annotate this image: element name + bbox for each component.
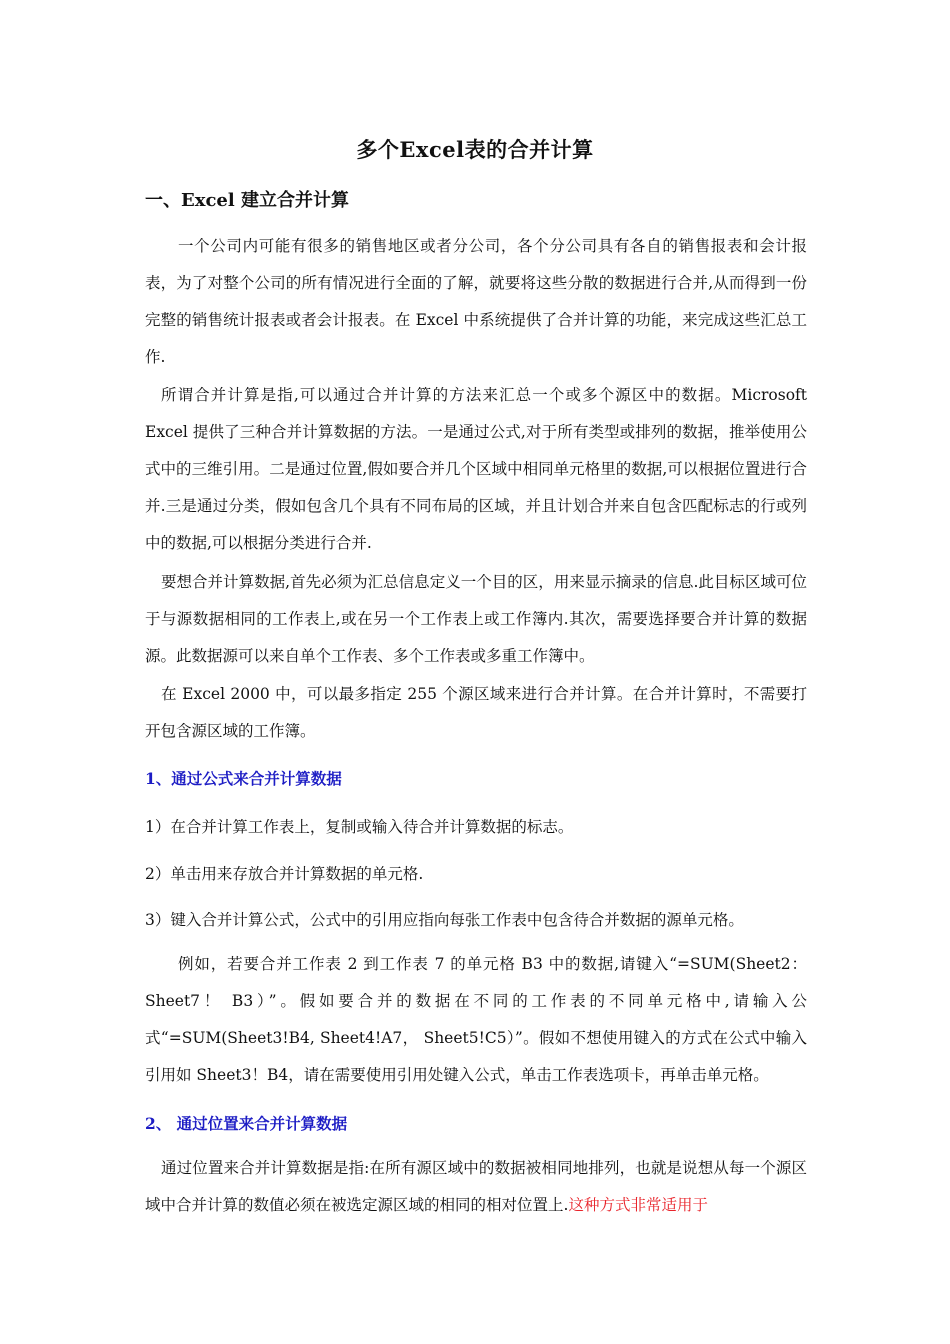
- step-2: 2）单击用来存放合并计算数据的单元格.: [145, 865, 424, 883]
- section-heading-1: 一、Excel 建立合并计算: [145, 190, 349, 211]
- paragraph-example: 例如，若要合并工作表 2 到工作表 7 的单元格 B3 中的数据,请键入“=SUM(Sheet2：Sheet7！ B3）”。假如要合并的数据在不同的工作表的不同单元格中,请输入公式“=SUM(Sheet3!B4, Sheet4!A7， Sheet5!C5）”。假如不想使用键入的方式在公式中输入引用如 Sheet3！B4，请在需要使用引用处键入公式，单击工作表选项卡，再单击单元格。: [145, 955, 807, 1084]
- paragraph-intro: 一个公司内可能有很多的销售地区或者分公司，各个分公司具有各自的销售报表和会计报表，为了对整个公司的所有情况进行全面的了解，就要将这些分散的数据进行合并,从而得到一份完整的销售统计报表或者会计报表。在 Excel 中系统提供了合并计算的功能，来完成这些汇总工作.: [145, 237, 807, 366]
- step-1: 1）在合并计算工作表上，复制或输入待合并计算数据的标志。: [145, 818, 574, 836]
- paragraph-position-text: 通过位置来合并计算数据是指:在所有源区域中的数据被相同地排列，也就是说想从每一个源区域中合并计算的数值必须在被选定源区域的相同的相对位置上.: [145, 1159, 807, 1214]
- subheading-position: 2、 通过位置来合并计算数据: [145, 1114, 348, 1133]
- paragraph-target-area: 要想合并计算数据,首先必须为汇总信息定义一个目的区，用来显示摘录的信息.此目标区域可位于与源数据相同的工作表上,或在另一个工作表上或工作簿内.其次，需要选择要合并计算的数据源。此数据源可以来自单个工作表、多个工作表或多重工作簿中。: [145, 573, 807, 665]
- highlighted-text: 这种方式非常适用于: [568, 1196, 708, 1214]
- document-title: 多个Excel表的合并计算: [356, 137, 594, 162]
- step-3: 3）键入合并计算公式，公式中的引用应指向每张工作表中包含待合并数据的源单元格。: [145, 911, 744, 929]
- subheading-formula: 1、通过公式来合并计算数据: [145, 769, 342, 788]
- paragraph-excel2000: 在 Excel 2000 中，可以最多指定 255 个源区域来进行合并计算。在合并计算时，不需要打开包含源区域的工作簿。: [145, 685, 807, 740]
- paragraph-position: [145, 1150, 807, 1224]
- paragraph-definition: 所谓合并计算是指,可以通过合并计算的方法来汇总一个或多个源区中的数据。Microsoft Excel 提供了三种合并计算数据的方法。一是通过公式,对于所有类型或排列的数据，推举使用公式中的三维引用。二是通过位置,假如要合并几个区域中相同单元格里的数据,可以根据位置进行合并.三是通过分类，假如包含几个具有不同布局的区域，并且计划合并来自包含匹配标志的行或列中的数据,可以根据分类进行合并.: [145, 386, 807, 552]
